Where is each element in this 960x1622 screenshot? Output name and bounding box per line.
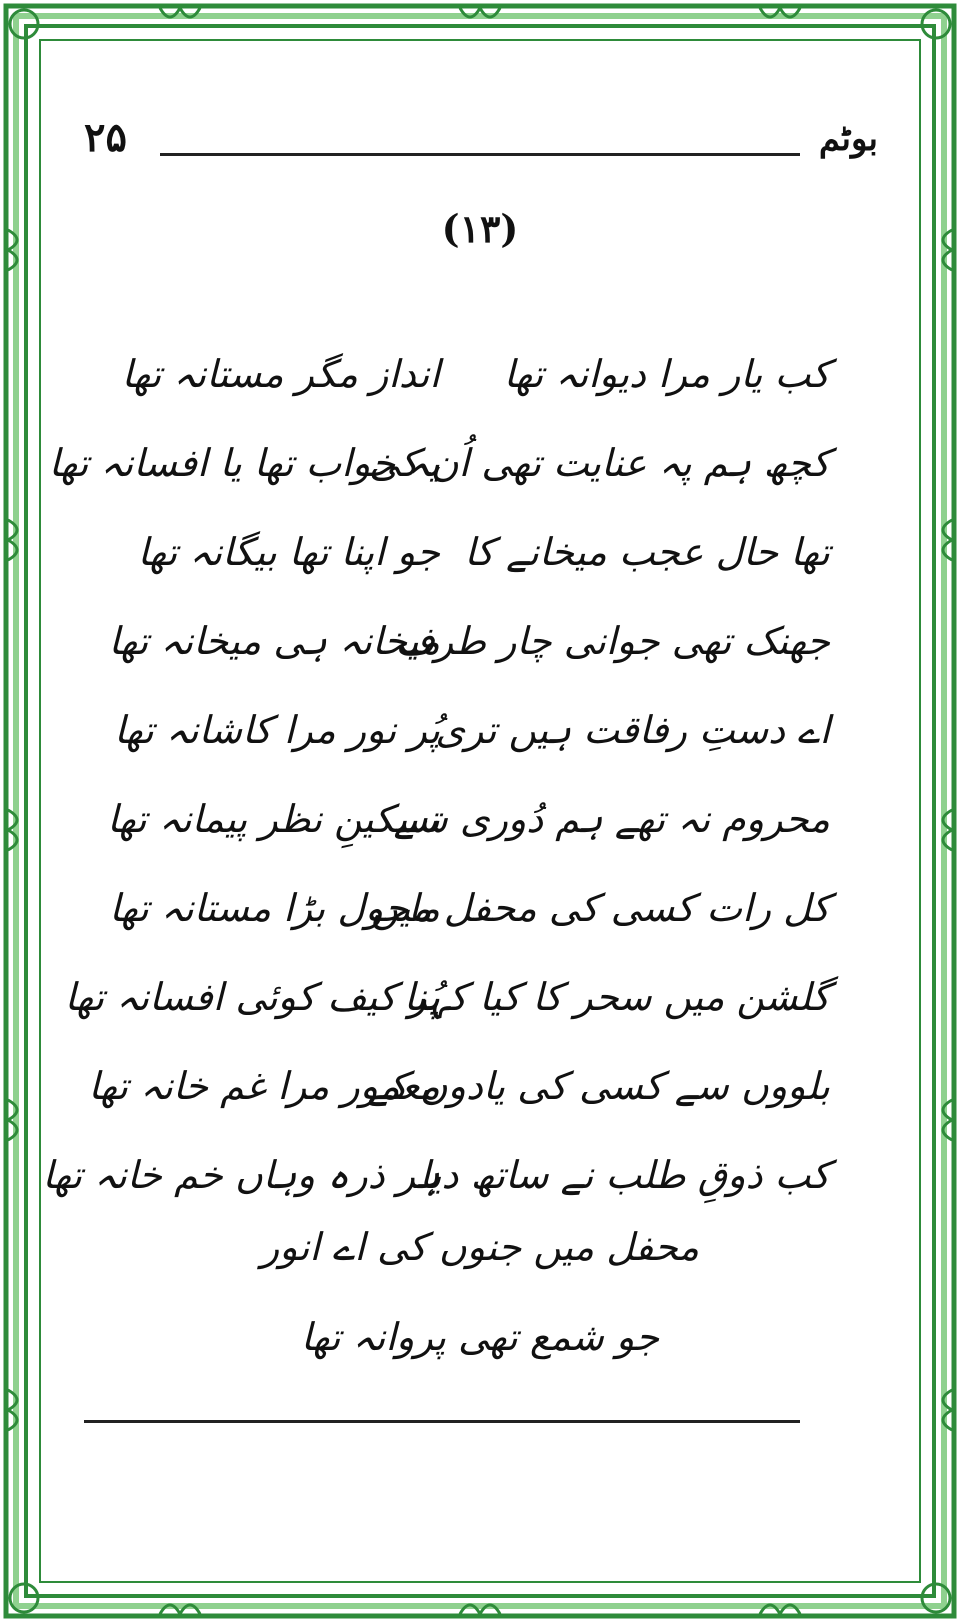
couplet bbox=[88, 1042, 830, 1131]
misra-second: معمور مرا غم خانہ تھا bbox=[88, 1063, 440, 1108]
misra-second: ماحول بڑا مستانہ تھا bbox=[109, 885, 440, 930]
misra-first: کب ذوقِ طلب نے ساتھ دیا bbox=[419, 1152, 830, 1197]
couplet bbox=[109, 864, 830, 953]
misra-first: بلووں سے کسی کی یادوں کے bbox=[367, 1063, 830, 1108]
misra-second: جو اپنا تھا بیگانہ تھا bbox=[137, 529, 440, 574]
misra-second: پُر نور مرا کاشانہ تھا bbox=[114, 707, 440, 752]
misra-second: میخانہ ہی میخانہ تھا bbox=[108, 618, 440, 663]
misra-second: تسکینِ نظر پیمانہ تھا bbox=[107, 796, 440, 841]
running-title: بوٹم bbox=[818, 119, 878, 159]
poem-number: (۱۳) bbox=[441, 206, 519, 251]
misra-second: یہ خواب تھا یا افسانہ تھا bbox=[48, 440, 440, 485]
misra-first: کل رات کسی کی محفل میں bbox=[370, 885, 830, 930]
misra-first: جھنک تھی جوانی چار طرف bbox=[395, 618, 830, 663]
header-rule bbox=[160, 153, 800, 156]
page-number: ۲۵ bbox=[84, 114, 127, 161]
misra-first: اے دستِ رفاقت ہیں تری bbox=[435, 707, 830, 752]
couplet bbox=[42, 1131, 830, 1220]
couplet bbox=[108, 597, 830, 686]
couplet bbox=[121, 330, 830, 419]
misra-first: محروم نہ تھے ہم دُوری سے bbox=[393, 796, 830, 841]
maqta-line-2: جو شمع تھی پروانہ تھا bbox=[300, 1315, 660, 1359]
misra-second: ہر ذرہ وہاں خم خانہ تھا bbox=[42, 1152, 440, 1197]
couplet bbox=[48, 419, 830, 508]
misra-first: کچھ ہم پہ عنایت تھی اُن کی bbox=[368, 440, 830, 485]
couplet bbox=[114, 686, 830, 775]
misra-first: کب یار مرا دیوانہ تھا bbox=[503, 351, 830, 396]
maqta-line-1: محفل میں جنوں کی اے انور bbox=[260, 1225, 700, 1269]
couplet bbox=[107, 775, 830, 864]
misra-second: انداز مگر مستانہ تھا bbox=[121, 351, 440, 396]
misra-second: پُر کیف کوئی افسانہ تھا bbox=[64, 974, 440, 1019]
couplet-list bbox=[42, 330, 830, 1220]
misra-first: تھا حال عجب میخانے کا bbox=[464, 529, 830, 574]
couplet bbox=[64, 953, 830, 1042]
misra-first: گلشن میں سحر کا کیا کہنا bbox=[403, 974, 830, 1019]
couplet bbox=[130, 508, 830, 597]
footer-rule bbox=[84, 1420, 800, 1423]
